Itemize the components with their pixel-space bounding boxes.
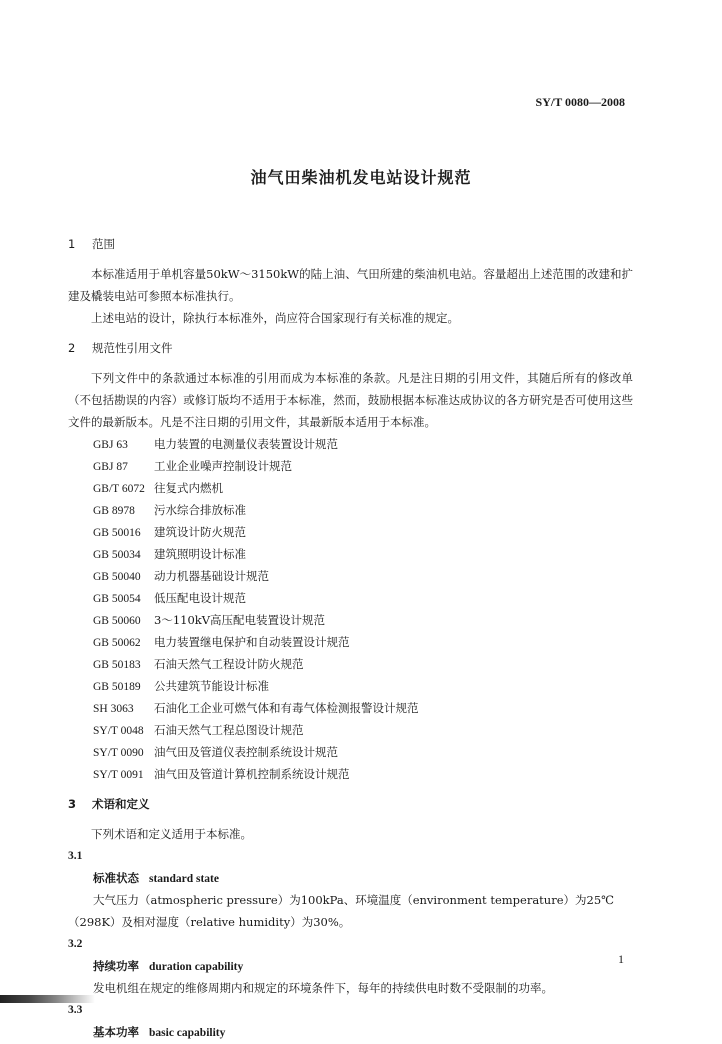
reference-title: 低压配电设计规范: [154, 591, 246, 605]
paragraph: 上述电站的设计，除执行本标准外，尚应符合国家现行有关标准的规定。: [91, 311, 459, 325]
document-body: [68, 233, 633, 1043]
term-entry: [68, 1021, 633, 1043]
term-definition-line: 大气压力（atmospheric pressure）为100kPa、环境温度（environment temperature）为25℃: [93, 893, 615, 907]
reference-title: 工业企业噪声控制设计规范: [154, 459, 292, 473]
reference-code: GB/T 6072: [93, 483, 145, 495]
paragraph: 本标准适用于单机容量50kW～3150kW的陆上油、气田所建的柴油机电站。容量超出上述范围的改建和扩建及橇装电站可参照本标准执行。: [68, 267, 633, 303]
reference-title: 电力装置的电测量仪表装置设计规范: [154, 437, 338, 451]
reference-title: 建筑照明设计标准: [154, 547, 246, 561]
term-number: 3.1: [68, 850, 83, 862]
reference-code: GBJ 63: [93, 439, 128, 451]
reference-item: [93, 653, 633, 675]
document-title: 油气田柴油机发电站设计规范: [250, 168, 472, 187]
reference-title: 公共建筑节能设计标准: [154, 679, 269, 693]
term-cn: 标准状态: [93, 871, 139, 885]
reference-code: GBJ 87: [93, 461, 128, 473]
section-title: 规范性引用文件: [92, 341, 173, 355]
reference-item: [93, 499, 633, 521]
reference-code: SY/T 0090: [93, 747, 144, 759]
reference-item: [93, 587, 633, 609]
scan-artifact: [0, 995, 95, 1003]
reference-title: 3～110kV高压配电装置设计规范: [154, 613, 326, 627]
reference-title: 油气田及管道仪表控制系统设计规范: [154, 745, 338, 759]
term-number: 3.3: [68, 1004, 83, 1016]
section-2-heading: [68, 337, 633, 359]
term-title: [93, 955, 633, 977]
reference-title: 石油天然气工程总图设计规范: [154, 723, 304, 737]
reference-item: [93, 433, 633, 455]
term-definition-line: （298K）及相对湿度（relative humidity）为30%。: [68, 915, 351, 929]
reference-item: [93, 477, 633, 499]
section-3-heading: [68, 793, 633, 815]
reference-code: GB 50060: [93, 615, 141, 627]
reference-item: [93, 631, 633, 653]
paragraph: 下列文件中的条款通过本标准的引用而成为本标准的条款。凡是注日期的引用文件，其随后所有的修改单（不包括勘误的内容）或修订版均不适用于本标准，然而，鼓励根据本标准达成协议的各方研究是否可使用这些文件的最新版本。凡是不注日期的引用文件，其最新版本适用于本标准。: [68, 371, 633, 429]
reference-code: GB 50034: [93, 549, 141, 561]
reference-item: [93, 609, 633, 631]
term-definition-line: 发电机组在规定的维修周期内和规定的环境条件下，每年的持续供电时数不受限制的功率。: [93, 981, 553, 995]
reference-code: SY/T 0091: [93, 769, 144, 781]
reference-list: [68, 433, 633, 785]
reference-item: [93, 543, 633, 565]
reference-item: [93, 741, 633, 763]
reference-title: 石油天然气工程设计防火规范: [154, 657, 304, 671]
paragraph: 下列术语和定义适用于本标准。: [91, 827, 252, 841]
section-number: 2: [68, 341, 76, 355]
term-en: basic capability: [149, 1027, 226, 1039]
term-en: standard state: [149, 873, 219, 885]
term-definition: [68, 889, 633, 933]
section-number: 3: [68, 797, 77, 811]
term-number: 3.2: [68, 938, 83, 950]
reference-title: 电力装置继电保护和自动装置设计规范: [154, 635, 350, 649]
reference-code: GB 50189: [93, 681, 141, 693]
term-entry: [68, 867, 633, 933]
reference-code: GB 8978: [93, 505, 135, 517]
reference-item: [93, 565, 633, 587]
reference-code: GB 50054: [93, 593, 141, 605]
reference-title: 污水综合排放标准: [154, 503, 246, 517]
standard-code: SY/T 0080—2008: [535, 95, 625, 109]
section-title: 术语和定义: [92, 797, 150, 811]
reference-code: GB 50062: [93, 637, 141, 649]
term-cn: 持续功率: [93, 959, 139, 973]
term-title: [93, 1021, 633, 1043]
reference-code: GB 50040: [93, 571, 141, 583]
section-1-heading: [68, 233, 633, 255]
reference-item: [93, 763, 633, 785]
reference-code: SY/T 0048: [93, 725, 144, 737]
reference-item: [93, 719, 633, 741]
reference-title: 动力机器基础设计规范: [154, 569, 269, 583]
term-title: [93, 867, 633, 889]
term-en: duration capability: [149, 961, 244, 973]
section-number: 1: [68, 237, 76, 251]
reference-title: 石油化工企业可燃气体和有毒气体检测报警设计规范: [154, 701, 419, 715]
reference-item: [93, 455, 633, 477]
reference-title: 油气田及管道计算机控制系统设计规范: [154, 767, 350, 781]
reference-item: [93, 521, 633, 543]
reference-title: 往复式内燃机: [154, 481, 223, 495]
term-cn: 基本功率: [93, 1025, 139, 1039]
page-number: 1: [618, 952, 624, 966]
reference-title: 建筑设计防火规范: [154, 525, 246, 539]
reference-code: GB 50183: [93, 659, 141, 671]
section-title: 范围: [92, 237, 115, 251]
reference-code: SH 3063: [93, 703, 134, 715]
reference-item: [93, 675, 633, 697]
reference-item: [93, 697, 633, 719]
term-definition: [93, 977, 633, 999]
reference-code: GB 50016: [93, 527, 141, 539]
term-entry: [68, 955, 633, 999]
